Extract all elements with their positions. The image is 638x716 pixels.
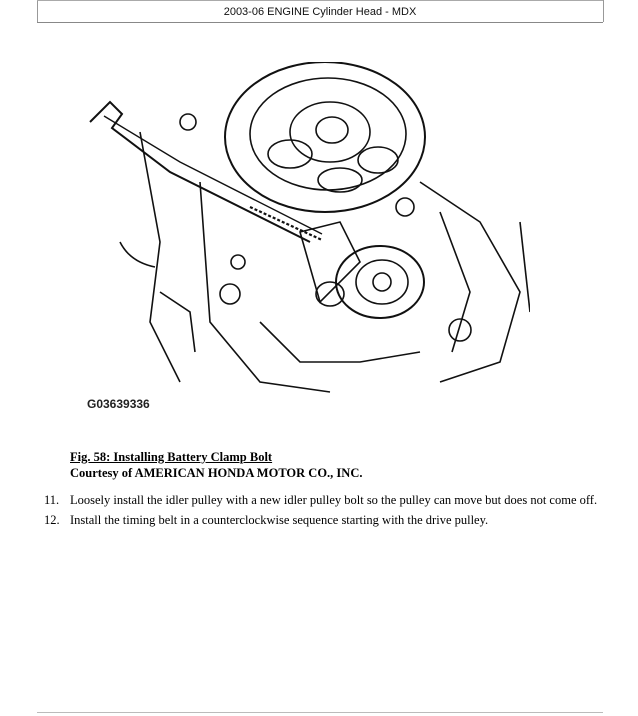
page-frame-right xyxy=(603,0,604,22)
step-text: Install the timing belt in a counterclockwise sequence starting with the drive pulley. xyxy=(70,513,489,527)
list-item xyxy=(44,490,597,510)
header-title: 2003-06 ENGINE Cylinder Head - MDX xyxy=(223,5,417,18)
figure-caption xyxy=(70,449,362,481)
caption-credit: Courtesy of AMERICAN HONDA MOTOR CO., INC. xyxy=(70,466,363,480)
step-text: Loosely install the idler pulley with a new idler pulley bolt so the pulley can move but does not come off. xyxy=(70,493,598,507)
bolt-heads xyxy=(180,114,471,341)
step-number: 11. xyxy=(44,493,60,507)
engine-illustration xyxy=(60,62,530,417)
step-number: 12. xyxy=(44,513,60,527)
page-header xyxy=(37,0,603,23)
caption-title: Fig. 58: Installing Battery Clamp Bolt xyxy=(70,450,273,464)
instruction-steps xyxy=(44,490,597,530)
idler-pulley xyxy=(300,222,424,318)
list-item xyxy=(44,510,597,530)
crank-pulley xyxy=(225,62,425,212)
page-bottom-rule xyxy=(37,712,603,713)
figure-code: G03639336 xyxy=(87,397,150,411)
tool-rod xyxy=(90,102,322,242)
